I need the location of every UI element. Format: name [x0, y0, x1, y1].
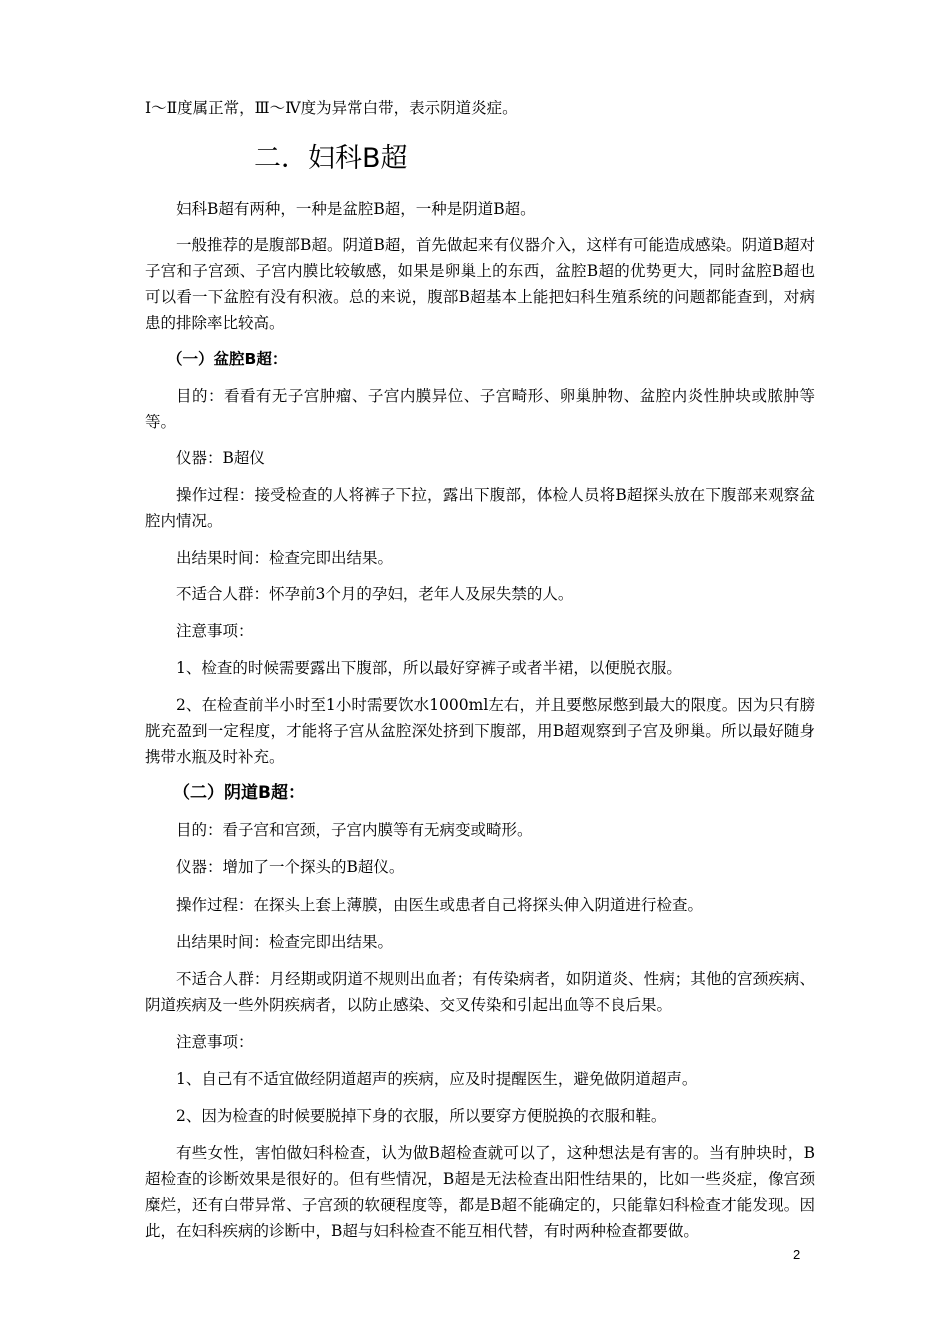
vaginal-note-2: 2、因为检查的时候要脱掉下身的衣服，所以要穿方便脱换的衣服和鞋。: [176, 1107, 667, 1125]
paragraph-conclusion: 有些女性，害怕做妇科检查，认为做B超检查就可以了，这种想法是有害的。当有肿块时，B超检查的诊断效果是很好的。但有些情况，B超是无法检查出阳性结果的，比如一些炎症，像宫颈糜烂，还有白带异常、子宫颈的软硬程度等，都是B超不能确定的，只能靠妇科检查才能发现。因此，在妇科疾病的诊断中，B超与妇科检查不能互相代替，有时两种检查都要做。: [145, 1144, 815, 1240]
vaginal-result-time: 出结果时间：检查完即出结果。: [176, 933, 394, 951]
pelvic-instrument: 仪器：B超仪: [176, 449, 265, 467]
vaginal-heading: （二）阴道B超：: [173, 783, 305, 803]
pelvic-note-2: 2、在检查前半小时至1小时需要饮水1000ml左右，并且要憋尿憋到最大的限度。因为只有膀胱充盈到一定程度，才能将子宫从盆腔深处挤到下腹部，用B超观察到子宫及卵巢。所以最好随身携带水瓶及时补充。: [145, 696, 815, 766]
vaginal-instrument: 仪器：增加了一个探头的B超仪。: [176, 858, 405, 876]
section-title: 二．妇科B超: [254, 143, 408, 174]
vaginal-procedure: 操作过程：在探头上套上薄膜，由医生或患者自己将探头伸入阴道进行检查。: [176, 896, 704, 914]
pelvic-heading: （一）盆腔B超：: [167, 350, 288, 368]
intro-line: Ⅰ～Ⅱ度属正常，Ⅲ～Ⅳ度为异常白带，表示阴道炎症。: [145, 99, 518, 117]
pelvic-note-1: 1、检查的时候需要露出下腹部，所以最好穿裤子或者半裙，以便脱衣服。: [176, 659, 682, 677]
vaginal-notes-title: 注意事项：: [176, 1033, 254, 1051]
vaginal-unsuitable: 不适合人群：月经期或阴道不规则出血者；有传染病者，如阴道炎、性病；其他的宫颈疾病、阴道疾病及一些外阴疾病者，以防止感染、交叉传染和引起出血等不良后果。: [145, 970, 815, 1014]
vaginal-purpose: 目的：看子宫和宫颈，子宫内膜等有无病变或畸形。: [176, 821, 533, 839]
pelvic-purpose: 目的：看看有无子宫肿瘤、子宫内膜异位、子宫畸形、卵巢肿物、盆腔内炎性肿块或脓肿等等。: [145, 387, 815, 431]
pelvic-unsuitable: 不适合人群：怀孕前3个月的孕妇，老年人及尿失禁的人。: [176, 585, 574, 603]
pelvic-notes-title: 注意事项：: [176, 622, 254, 640]
pelvic-result-time: 出结果时间：检查完即出结果。: [176, 549, 394, 567]
paragraph-recommend: 一般推荐的是腹部B超。阴道B超，首先做起来有仪器介入，这样有可能造成感染。阴道B超对子宫和子宫颈、子宫内膜比较敏感，如果是卵巢上的东西，盆腔B超的优势更大，同时盆腔B超也可以看一下盆腔有没有积液。总的来说，腹部B超基本上能把妇科生殖系统的问题都能查到，对病患的排除率比较高。: [145, 236, 815, 332]
vaginal-note-1: 1、自己有不适宜做经阴道超声的疾病，应及时提醒医生，避免做阴道超声。: [176, 1070, 698, 1088]
page-number: 2: [793, 1247, 801, 1262]
paragraph-types: 妇科B超有两种，一种是盆腔B超，一种是阴道B超。: [176, 200, 536, 218]
pelvic-procedure: 操作过程：接受检查的人将裤子下拉，露出下腹部，体检人员将B超探头放在下腹部来观察盆腔内情况。: [145, 486, 815, 530]
